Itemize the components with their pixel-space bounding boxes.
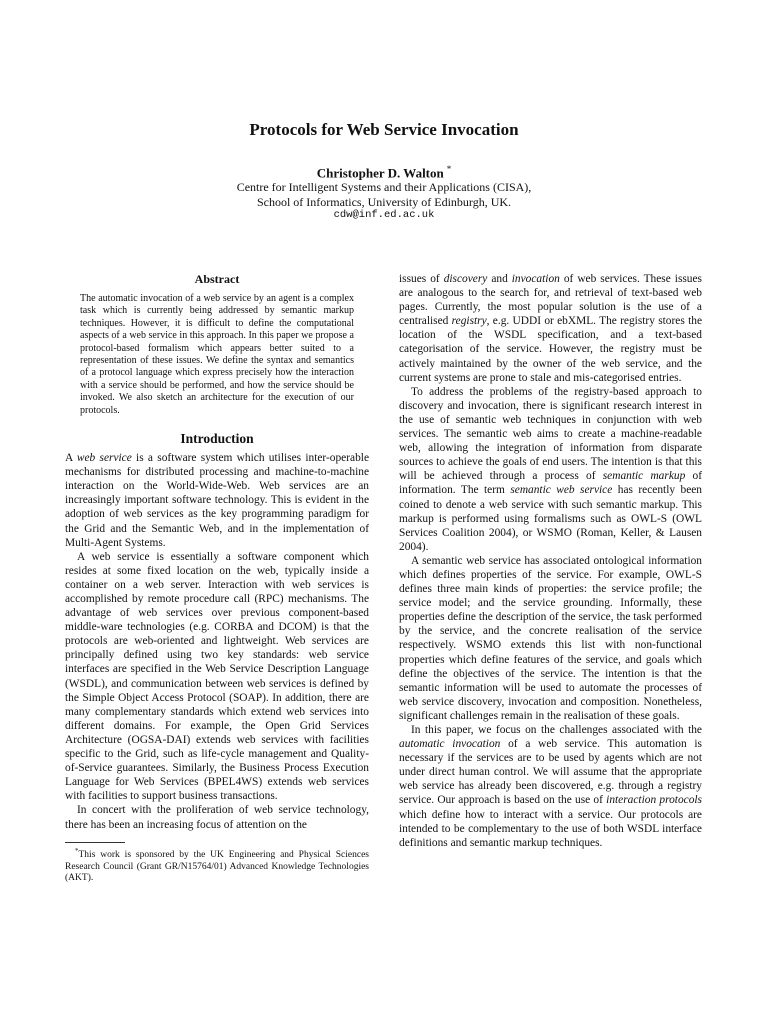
term-semantic-web-service: semantic web service	[510, 484, 613, 497]
author-email: cdw@inf.ed.ac.uk	[333, 209, 435, 221]
right-p4-text-a: In this paper, we focus on the challenges associated with the	[411, 724, 702, 736]
author-line	[0, 164, 768, 181]
left-column	[65, 272, 369, 885]
abstract-text: The automatic invocation of a web service by an agent is a complex task which is currently being addressed by semantic markup techniques. However, it is difficult to define the computational aspects of a web service in this approach. In this paper we propose a protocol-based formalism which appears better suited to a representation of these issues. We define the syntax and semantics of a protocol language which express precisely how the interaction with a service should be performed, and how the service should be invoked. We also sketch an architecture for the execution of our protocols.	[80, 293, 354, 416]
term-automatic-invocation: automatic invocation	[399, 738, 501, 751]
paper-title: Protocols for Web Service Invocation	[249, 120, 519, 139]
right-column	[399, 272, 702, 850]
abstract-heading: Abstract	[194, 272, 240, 286]
right-p4-text-b: of a web service. This automation is necessary if the services are to be used by agents which are not under direct human control. We will assume that the appropriate web service has already been discovered, e.g. through a registry service. Our approach is based on the use of	[399, 738, 702, 807]
right-p2-text-c: has recently been coined to denote a web service with such semantic markup. This markup is performed using formalisms such as OWL-S (OWL Services Coalition 2004), or WSMO (Roman, Keller, & Lausen 2004).	[399, 484, 702, 553]
footnote	[65, 846, 369, 886]
intro-p1-term-web-service: web service	[76, 452, 132, 465]
author-name: Christopher D. Walton	[316, 165, 444, 181]
term-invocation: invocation	[511, 273, 560, 285]
right-paragraph-2	[399, 385, 702, 554]
intro-p1-text: is a software system which utilises inter-operable mechanisms for distributed processing and machine-to-machine interaction on the World-Wide-Web. Web services are an increasingly important software technology. This is evident in the adoption of web services as the key programming paradigm for the Grid and the Semantic Web, and in the implementation of Multi-Agent Systems.	[65, 452, 370, 549]
term-semantic-markup: semantic markup	[602, 470, 686, 483]
right-paragraph-3: A semantic web service has associated ontological information which defines properties of the service. For example, OWL-S defines three main kinds of properties: the service profile; the service model; and the service grounding. Informally, these properties define the description of the service, the task performed by the service, and the concrete realisation of the service respectively. WSMO extends this list with non-functional properties which define features of the service, and goals which define the objectives of the service. The intention is that the semantic information will be used to automate the processes of web service discovery, invocation and composition. Nonetheless, significant challenges remain in the realisation of these goals.	[399, 554, 702, 722]
term-interaction-protocols: interaction protocols	[606, 794, 702, 807]
affiliation-line-2: School of Informatics, University of Edinburgh, UK.	[256, 195, 512, 209]
term-discovery: discovery	[443, 273, 488, 285]
right-p4-text-c: which define how to interact with a service. Our protocols are intended to be complementary to the use of both WSDL interface definitions and semantic markup techniques.	[399, 808, 702, 849]
intro-paragraph-3: In concert with the proliferation of web service technology, there has been an increasing focus of attention on the	[65, 804, 369, 831]
right-p2-text-b: of information. The term	[399, 470, 702, 497]
right-p1-text-c: of web services. These issues are analogous to the search for, and retrieval of text-based web pages. Currently, the most popular solution is the use of a centralised	[399, 273, 702, 328]
intro-paragraph-2: A web service is essentially a software component which resides at some fixed location on the web, typically inside a container on a web server. Interaction with web services is accomplished by remote procedure call (RPC) mechanisms. The advantage of web services over previous component-based middle-ware technologies (e.g. CORBA and DCOM) is that the protocols are web-oriented and lightweight. Web services are principally defined using two key standards: web service interfaces are specified in the Web Service Description Language (WSDL), and communication between web services is defined by the Simple Object Access Protocol (SOAP). In addition, there are many complementary standards which extend web services into different domains. For example, the Open Grid Services Architecture (OGSA-DAI) extends web services with facilities specific to the Grid, such as life-cycle management and Quality-of-Service guarantees. Similarly, the Business Process Execution Language for Web Services (BPEL4WS) extends web services with facilities to support business transactions.	[65, 550, 369, 803]
term-registry: registry	[451, 315, 487, 328]
right-p1-text-d: , e.g. UDDI or ebXML. The registry stores the location of the WSDL specification, and a text-based categorisation of the service. However, the registry must be actively maintained by the owner of the web service, and the current systems are prone to stale and mis-categorised entries.	[399, 315, 703, 384]
introduction-heading: Introduction	[180, 431, 254, 447]
right-p1-text-a: issues of	[399, 273, 444, 285]
right-p2-text-a: To address the problems of the registry-based approach to discovery and invocation, there is significant research interest in the use of semantic web techniques in conjunction with web services. The semantic web aims to create a machine-readable web, allowing the integration of information from disparate sources to achieve the goals of end users. The intention is that this will be achieved through a process of	[399, 385, 702, 483]
right-paragraph-1	[399, 272, 702, 385]
intro-paragraph-1	[65, 451, 369, 550]
right-paragraph-4	[399, 723, 702, 850]
affiliation-line-1: Centre for Intelligent Systems and their Applications (CISA),	[236, 180, 532, 194]
author-footnote-mark: *	[446, 164, 452, 174]
intro-p1-lead: A	[65, 452, 77, 465]
footnote-mark: *	[75, 846, 79, 855]
footnote-text: This work is sponsored by the UK Engineering and Physical Sciences Research Council (Grant GR/N15764/01) Advanced Knowledge Technologies (AKT).	[65, 849, 369, 884]
footnote-divider	[65, 842, 125, 843]
right-p1-text-b: and	[487, 273, 512, 285]
